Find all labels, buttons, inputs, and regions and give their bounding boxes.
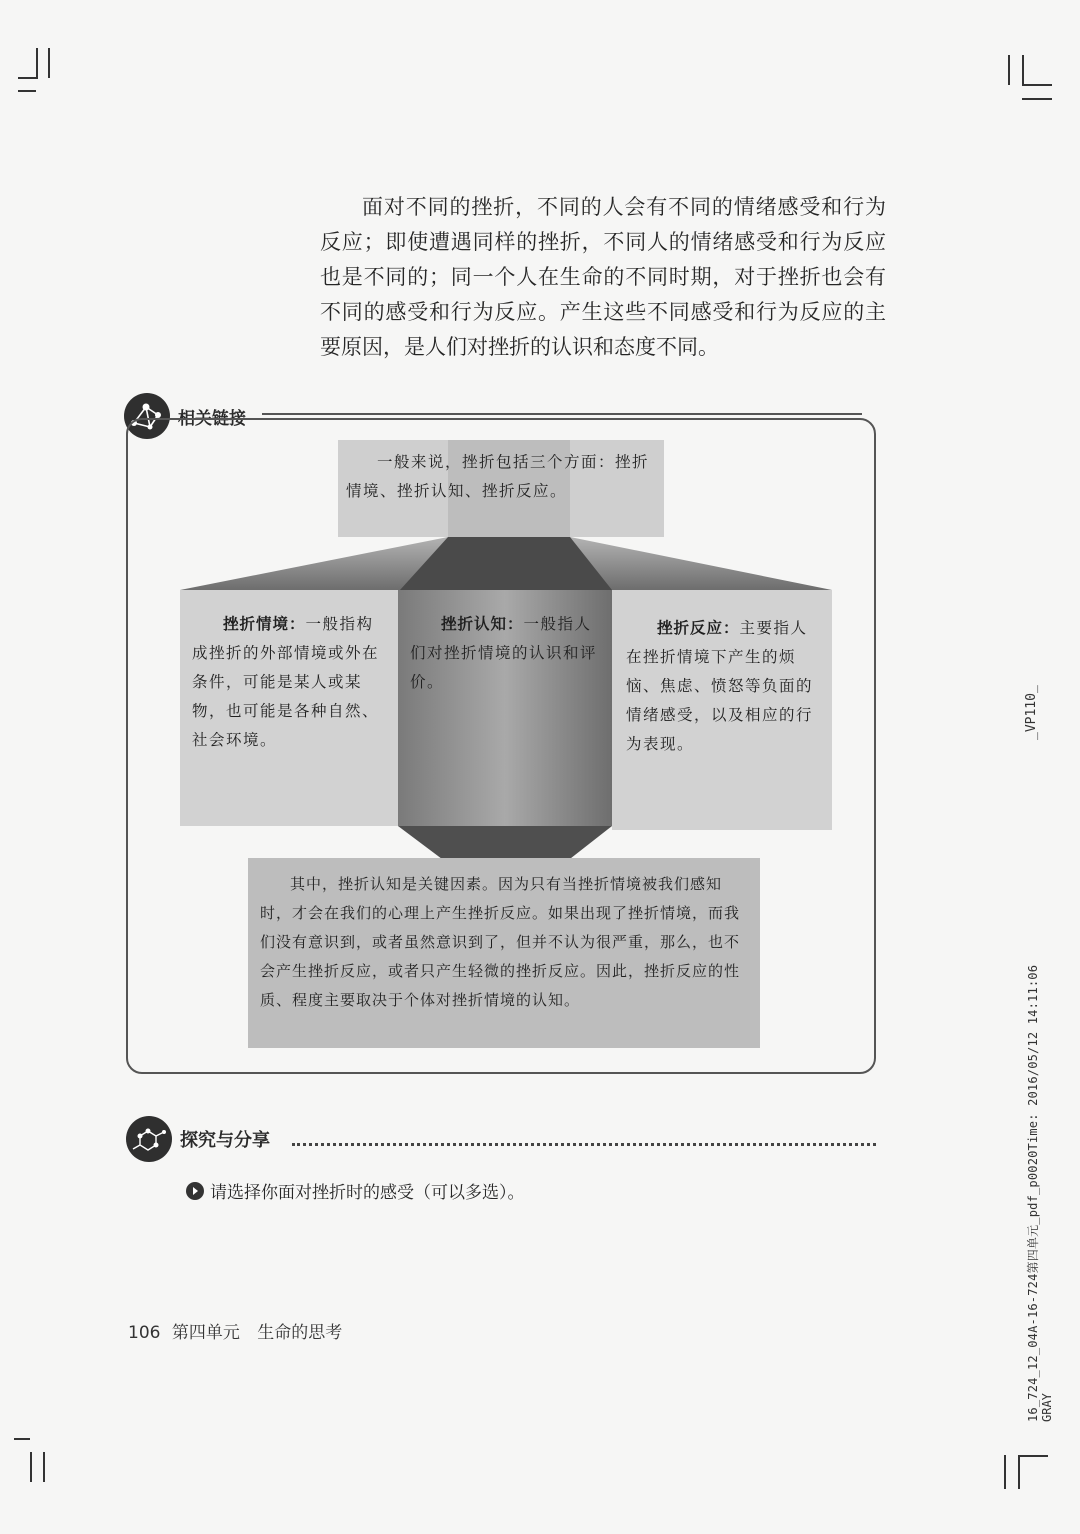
cognition-text: 一般指人们对挫折情境的认识和评价。 xyxy=(410,615,598,691)
top-box-text: 一般来说，挫折包括三个方面：挫折情境、挫折认知、挫折反应。 xyxy=(346,453,650,500)
reaction-term: 挫折反应： xyxy=(657,619,740,637)
arrow-right-circle-icon xyxy=(186,1182,204,1200)
vp-code: _VP110_ xyxy=(1024,685,1039,740)
column-base xyxy=(398,826,612,862)
situation-box xyxy=(192,610,388,755)
explore-prompt: 请选择你面对挫折时的感受（可以多选）。 xyxy=(210,1183,525,1203)
explore-dotted-rule xyxy=(292,1143,876,1146)
explore-title: 探究与分享 xyxy=(180,1130,270,1151)
footer-unit: 第四单元 xyxy=(171,1323,240,1343)
cognition-box xyxy=(410,610,602,697)
cognition-term: 挫折认知： xyxy=(441,615,524,633)
page-footer xyxy=(128,1318,342,1343)
reaction-box xyxy=(626,614,820,759)
gray-label: GRAY xyxy=(1040,1393,1054,1422)
file-info: 16_724_12_04A-16-724第四单元_pdf_p0020Time: 2016/05/12 14:11:06 xyxy=(1026,964,1040,1422)
molecule-icon xyxy=(126,1116,172,1162)
explore-header xyxy=(126,1116,270,1162)
intro-paragraph: 面对不同的挫折，不同的人会有不同的情绪感受和行为反应；即使遭遇同样的挫折，不同人的情绪感受和行为反应也是不同的；同一个人在生命的不同时期，对于挫折也会有不同的感受和行为反应。产生这些不同感受和行为反应的主要原因，是人们对挫折的认识和态度不同。 xyxy=(320,195,886,359)
situation-term: 挫折情境： xyxy=(223,615,306,633)
explore-prompt-row xyxy=(186,1178,525,1203)
reaction-text: 主要指人在挫折情境下产生的烦恼、焦虑、愤怒等负面的情绪感受，以及相应的行为表现。 xyxy=(626,619,814,753)
related-link-title: 相关链接 xyxy=(178,408,246,429)
footer-chapter: 生命的思考 xyxy=(257,1323,343,1343)
bottom-box-text: 其中，挫折认知是关键因素。因为只有当挫折情境被我们感知时，才会在我们的心理上产生挫折反应。如果出现了挫折情境，而我们没有意识到，或者虽然意识到了，但并不认为很严重，那么，也不会产生挫折反应，或者只产生轻微的挫折反应。因此，挫折反应的性质、程度主要取决于个体对挫折情境的认知。 xyxy=(260,875,741,1009)
situation-text: 一般指构成挫折的外部情境或外在条件，可能是某人或某物，也可能是各种自然、社会环境。 xyxy=(192,615,380,749)
page-number: 106 xyxy=(128,1323,161,1343)
